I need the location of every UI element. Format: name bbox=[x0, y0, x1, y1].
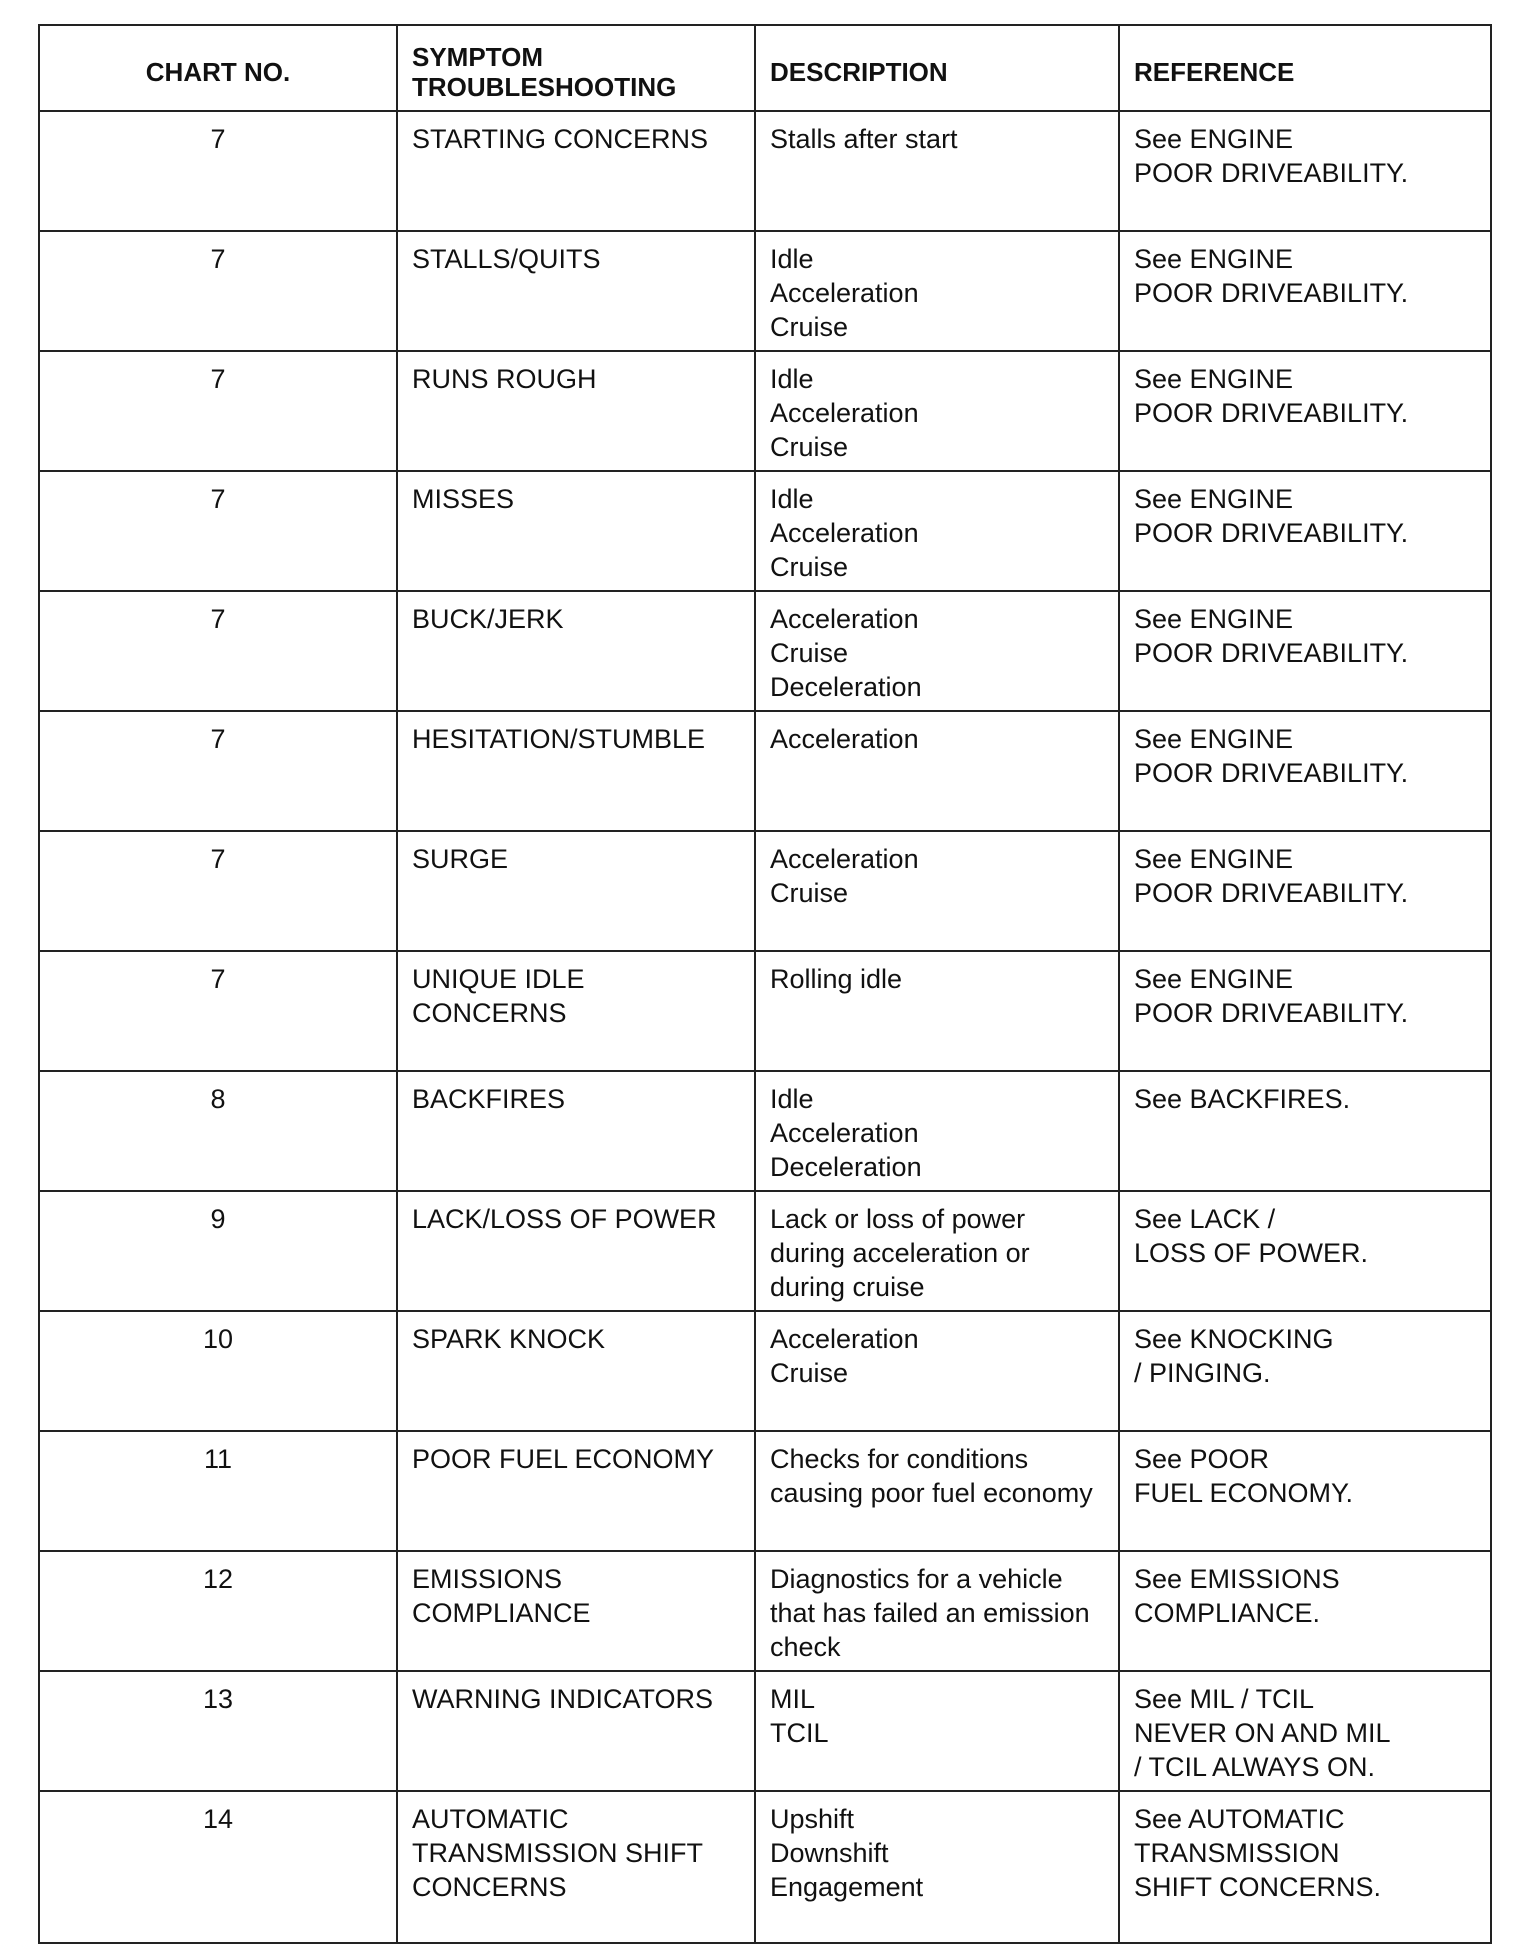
chart-number-cell: 9 bbox=[39, 1191, 397, 1311]
description-cell bbox=[755, 1191, 1119, 1311]
description-cell bbox=[755, 591, 1119, 711]
table-row bbox=[39, 711, 1491, 831]
reference-cell bbox=[1119, 1071, 1491, 1191]
description-cell bbox=[755, 1791, 1119, 1943]
reference-line: See AUTOMATIC bbox=[1134, 1804, 1345, 1834]
chart-number-cell: 7 bbox=[39, 591, 397, 711]
symptom-cell bbox=[397, 1671, 755, 1791]
reference-line: POOR DRIVEABILITY. bbox=[1134, 518, 1409, 548]
description-cell bbox=[755, 471, 1119, 591]
reference-line: See ENGINE bbox=[1134, 484, 1294, 514]
symptom-line: EMISSIONS bbox=[412, 1564, 563, 1594]
description-line: Acceleration bbox=[770, 398, 919, 428]
chart-number-cell: 7 bbox=[39, 231, 397, 351]
document-page bbox=[38, 24, 1490, 1944]
reference-line: See ENGINE bbox=[1134, 604, 1294, 634]
description-line: Idle bbox=[770, 244, 814, 274]
table-row bbox=[39, 351, 1491, 471]
symptom-line: CONCERNS bbox=[412, 1872, 567, 1902]
description-line: Acceleration bbox=[770, 1118, 919, 1148]
symptom-line: BUCK/JERK bbox=[412, 604, 564, 634]
symptom-line: POOR FUEL ECONOMY bbox=[412, 1444, 715, 1474]
table-row bbox=[39, 831, 1491, 951]
chart-number-cell: 7 bbox=[39, 471, 397, 591]
description-line: Upshift bbox=[770, 1804, 855, 1834]
symptom-cell bbox=[397, 1191, 755, 1311]
reference-line: See ENGINE bbox=[1134, 124, 1294, 154]
reference-cell bbox=[1119, 951, 1491, 1071]
reference-line: See MIL / TCIL bbox=[1134, 1684, 1315, 1714]
description-line: Cruise bbox=[770, 638, 849, 668]
reference-line: POOR DRIVEABILITY. bbox=[1134, 158, 1409, 188]
table-row bbox=[39, 1671, 1491, 1791]
description-line: Cruise bbox=[770, 1358, 849, 1388]
description-line: Checks for conditions bbox=[770, 1444, 1029, 1474]
reference-line: See EMISSIONS bbox=[1134, 1564, 1340, 1594]
reference-line: POOR DRIVEABILITY. bbox=[1134, 998, 1409, 1028]
symptom-line: COMPLIANCE bbox=[412, 1598, 591, 1628]
reference-line: See ENGINE bbox=[1134, 244, 1294, 274]
table-row bbox=[39, 1431, 1491, 1551]
description-line: Acceleration bbox=[770, 518, 919, 548]
description-line: that has failed an emission bbox=[770, 1598, 1090, 1628]
description-cell bbox=[755, 1551, 1119, 1671]
symptom-line: UNIQUE IDLE bbox=[412, 964, 585, 994]
symptom-cell bbox=[397, 471, 755, 591]
chart-number-cell: 7 bbox=[39, 351, 397, 471]
chart-number-cell: 7 bbox=[39, 711, 397, 831]
description-line: during cruise bbox=[770, 1272, 925, 1302]
reference-line: See ENGINE bbox=[1134, 724, 1294, 754]
symptom-line: SPARK KNOCK bbox=[412, 1324, 606, 1354]
reference-line: / PINGING. bbox=[1134, 1358, 1271, 1388]
chart-number-cell: 12 bbox=[39, 1551, 397, 1671]
reference-line: See LACK / bbox=[1134, 1204, 1276, 1234]
chart-number-cell: 14 bbox=[39, 1791, 397, 1943]
reference-line: See BACKFIRES. bbox=[1134, 1084, 1351, 1114]
symptom-cell bbox=[397, 1311, 755, 1431]
reference-line: POOR DRIVEABILITY. bbox=[1134, 398, 1409, 428]
symptom-line: BACKFIRES bbox=[412, 1084, 566, 1114]
description-cell bbox=[755, 1671, 1119, 1791]
symptom-cell bbox=[397, 231, 755, 351]
reference-cell bbox=[1119, 1551, 1491, 1671]
reference-line: NEVER ON AND MIL bbox=[1134, 1718, 1391, 1748]
description-line: Idle bbox=[770, 364, 814, 394]
description-line: Stalls after start bbox=[770, 124, 958, 154]
reference-cell bbox=[1119, 1311, 1491, 1431]
description-cell bbox=[755, 951, 1119, 1071]
symptom-cell bbox=[397, 951, 755, 1071]
chart-number-cell: 10 bbox=[39, 1311, 397, 1431]
symptom-line: WARNING INDICATORS bbox=[412, 1684, 714, 1714]
description-line: Cruise bbox=[770, 878, 849, 908]
description-line: Cruise bbox=[770, 552, 849, 582]
description-cell bbox=[755, 351, 1119, 471]
description-line: Downshift bbox=[770, 1838, 889, 1868]
description-line: Deceleration bbox=[770, 1152, 922, 1182]
description-cell bbox=[755, 831, 1119, 951]
table-row bbox=[39, 111, 1491, 231]
table-row bbox=[39, 231, 1491, 351]
description-line: Cruise bbox=[770, 312, 849, 342]
header-chart-no: CHART NO. bbox=[39, 25, 397, 111]
reference-line: POOR DRIVEABILITY. bbox=[1134, 758, 1409, 788]
reference-cell bbox=[1119, 111, 1491, 231]
table-row bbox=[39, 1191, 1491, 1311]
description-line: Acceleration bbox=[770, 844, 919, 874]
table-row bbox=[39, 1551, 1491, 1671]
description-line: Idle bbox=[770, 1084, 814, 1114]
symptom-cell bbox=[397, 1071, 755, 1191]
description-line: Rolling idle bbox=[770, 964, 903, 994]
description-cell bbox=[755, 111, 1119, 231]
reference-line: SHIFT CONCERNS. bbox=[1134, 1872, 1382, 1902]
description-cell bbox=[755, 1431, 1119, 1551]
symptom-cell bbox=[397, 1551, 755, 1671]
reference-line: See ENGINE bbox=[1134, 364, 1294, 394]
chart-number-cell: 7 bbox=[39, 111, 397, 231]
chart-number-cell: 7 bbox=[39, 831, 397, 951]
reference-line: See POOR bbox=[1134, 1444, 1270, 1474]
description-cell bbox=[755, 1311, 1119, 1431]
symptom-line: AUTOMATIC bbox=[412, 1804, 569, 1834]
description-line: causing poor fuel economy bbox=[770, 1478, 1093, 1508]
reference-line: POOR DRIVEABILITY. bbox=[1134, 278, 1409, 308]
chart-number-cell: 13 bbox=[39, 1671, 397, 1791]
table-body bbox=[39, 111, 1491, 1943]
reference-line: COMPLIANCE. bbox=[1134, 1598, 1321, 1628]
reference-cell bbox=[1119, 1431, 1491, 1551]
description-line: Diagnostics for a vehicle bbox=[770, 1564, 1063, 1594]
symptom-cell bbox=[397, 1431, 755, 1551]
description-cell bbox=[755, 231, 1119, 351]
reference-line: See ENGINE bbox=[1134, 844, 1294, 874]
description-line: Engagement bbox=[770, 1872, 924, 1902]
chart-number-cell: 8 bbox=[39, 1071, 397, 1191]
description-line: Cruise bbox=[770, 432, 849, 462]
description-line: Deceleration bbox=[770, 672, 922, 702]
description-line: Lack or loss of power bbox=[770, 1204, 1026, 1234]
table-row bbox=[39, 1311, 1491, 1431]
reference-cell bbox=[1119, 591, 1491, 711]
symptom-line: MISSES bbox=[412, 484, 515, 514]
table-row bbox=[39, 1791, 1491, 1943]
symptom-cell bbox=[397, 1791, 755, 1943]
symptom-cell bbox=[397, 111, 755, 231]
description-line: MIL bbox=[770, 1684, 816, 1714]
reference-cell bbox=[1119, 711, 1491, 831]
reference-cell bbox=[1119, 1671, 1491, 1791]
chart-number-cell: 11 bbox=[39, 1431, 397, 1551]
table-row bbox=[39, 591, 1491, 711]
description-cell bbox=[755, 711, 1119, 831]
symptom-line: TRANSMISSION SHIFT bbox=[412, 1838, 704, 1868]
description-line: Acceleration bbox=[770, 1324, 919, 1354]
reference-cell bbox=[1119, 831, 1491, 951]
chart-number-cell: 7 bbox=[39, 951, 397, 1071]
reference-line: POOR DRIVEABILITY. bbox=[1134, 878, 1409, 908]
symptom-cell bbox=[397, 831, 755, 951]
symptom-cell bbox=[397, 351, 755, 471]
symptom-line: CONCERNS bbox=[412, 998, 567, 1028]
header-description: DESCRIPTION bbox=[755, 25, 1119, 111]
reference-line: LOSS OF POWER. bbox=[1134, 1238, 1369, 1268]
symptom-line: LACK/LOSS OF POWER bbox=[412, 1204, 717, 1234]
symptom-line: STARTING CONCERNS bbox=[412, 124, 709, 154]
reference-cell bbox=[1119, 351, 1491, 471]
reference-line: FUEL ECONOMY. bbox=[1134, 1478, 1354, 1508]
header-reference: REFERENCE bbox=[1119, 25, 1491, 111]
reference-line: TRANSMISSION bbox=[1134, 1838, 1340, 1868]
symptom-line: STALLS/QUITS bbox=[412, 244, 601, 274]
reference-cell bbox=[1119, 471, 1491, 591]
reference-cell bbox=[1119, 1791, 1491, 1943]
reference-line: See ENGINE bbox=[1134, 964, 1294, 994]
reference-cell bbox=[1119, 1191, 1491, 1311]
symptom-line: HESITATION/STUMBLE bbox=[412, 724, 706, 754]
table-row bbox=[39, 951, 1491, 1071]
header-symptom: SYMPTOM TROUBLESHOOTING bbox=[397, 25, 755, 111]
description-cell bbox=[755, 1071, 1119, 1191]
description-line: during acceleration or bbox=[770, 1238, 1030, 1268]
reference-line: / TCIL ALWAYS ON. bbox=[1134, 1752, 1376, 1782]
description-line: Acceleration bbox=[770, 278, 919, 308]
table-row bbox=[39, 1071, 1491, 1191]
symptom-line: SURGE bbox=[412, 844, 509, 874]
reference-line: POOR DRIVEABILITY. bbox=[1134, 638, 1409, 668]
description-line: Idle bbox=[770, 484, 814, 514]
symptom-line: RUNS ROUGH bbox=[412, 364, 597, 394]
description-line: Acceleration bbox=[770, 604, 919, 634]
reference-cell bbox=[1119, 231, 1491, 351]
symptom-cell bbox=[397, 711, 755, 831]
symptom-cell bbox=[397, 591, 755, 711]
reference-line: See KNOCKING bbox=[1134, 1324, 1334, 1354]
description-line: Acceleration bbox=[770, 724, 919, 754]
description-line: TCIL bbox=[770, 1718, 829, 1748]
table-row bbox=[39, 471, 1491, 591]
header-row bbox=[39, 25, 1491, 111]
troubleshooting-table bbox=[38, 24, 1492, 1944]
description-line: check bbox=[770, 1632, 841, 1662]
